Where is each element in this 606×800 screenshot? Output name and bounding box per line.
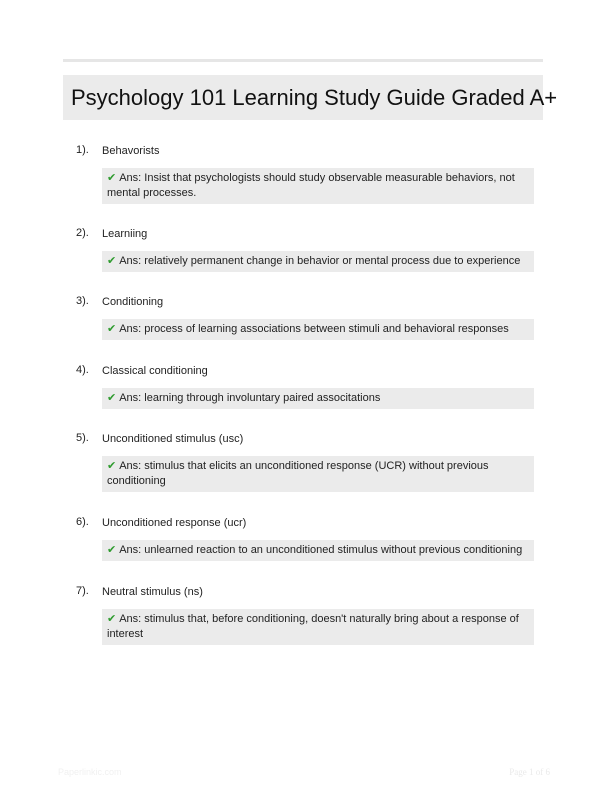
check-icon: ✔: [107, 460, 117, 472]
question-row: [63, 516, 543, 532]
question-number: 3).: [76, 295, 89, 307]
question-row: [63, 432, 543, 448]
answer-text: Ans: Insist that psychologists should study observable measurable behaviors, not mental processes.: [107, 172, 515, 199]
check-icon: ✔: [107, 613, 117, 625]
question-term: Conditioning: [102, 296, 164, 308]
question-number: 4).: [76, 364, 89, 376]
qa-item: [63, 516, 543, 561]
answer-box: [102, 609, 534, 645]
question-term: Classical conditioning: [102, 365, 208, 377]
question-term: Behavorists: [102, 145, 160, 157]
page-number: Page 1 of 6: [509, 767, 550, 777]
question-row: [63, 585, 543, 601]
answer-text: Ans: stimulus that elicits an unconditioned response (UCR) without previous conditioning: [107, 460, 489, 487]
question-row: [63, 227, 543, 243]
qa-item: [63, 227, 543, 272]
qa-item: [63, 295, 543, 340]
qa-item: [63, 585, 543, 645]
check-icon: ✔: [107, 323, 117, 335]
answer-text: Ans: unlearned reaction to an unconditioned stimulus without previous conditioning: [119, 544, 523, 556]
question-number: 2).: [76, 227, 89, 239]
question-term: Neutral stimulus (ns): [102, 586, 203, 598]
qa-item: [63, 432, 543, 492]
footer-watermark: Paperlinkic.com: [58, 767, 122, 777]
title-banner: [63, 75, 558, 120]
answer-box: [102, 251, 534, 272]
answer-box: [102, 540, 534, 561]
question-row: [63, 144, 543, 160]
check-icon: ✔: [107, 172, 117, 184]
qa-item: [63, 364, 543, 409]
check-icon: ✔: [107, 544, 117, 556]
check-icon: ✔: [107, 392, 117, 404]
qa-item: [63, 144, 543, 204]
answer-box: [102, 388, 534, 409]
answer-box: [102, 168, 534, 204]
answer-text: Ans: learning through involuntary paired associtations: [119, 392, 381, 404]
answer-text: Ans: process of learning associations between stimuli and behavioral responses: [119, 323, 509, 335]
question-number: 7).: [76, 585, 89, 597]
document-title: Psychology 101 Learning Study Guide Graded A+: [71, 84, 558, 110]
answer-text: Ans: relatively permanent change in behavior or mental process due to experience: [119, 255, 521, 267]
check-icon: ✔: [107, 255, 117, 267]
question-term: Unconditioned response (ucr): [102, 517, 247, 529]
answer-box: [102, 456, 534, 492]
question-row: [63, 295, 543, 311]
question-term: Learniing: [102, 228, 148, 240]
question-term: Unconditioned stimulus (usc): [102, 433, 244, 445]
answer-box: [102, 319, 534, 340]
question-number: 1).: [76, 144, 89, 156]
question-row: [63, 364, 543, 380]
top-divider: [63, 59, 543, 62]
question-number: 5).: [76, 432, 89, 444]
answer-text: Ans: stimulus that, before conditioning, doesn't naturally bring about a response of interest: [107, 613, 519, 640]
question-number: 6).: [76, 516, 89, 528]
